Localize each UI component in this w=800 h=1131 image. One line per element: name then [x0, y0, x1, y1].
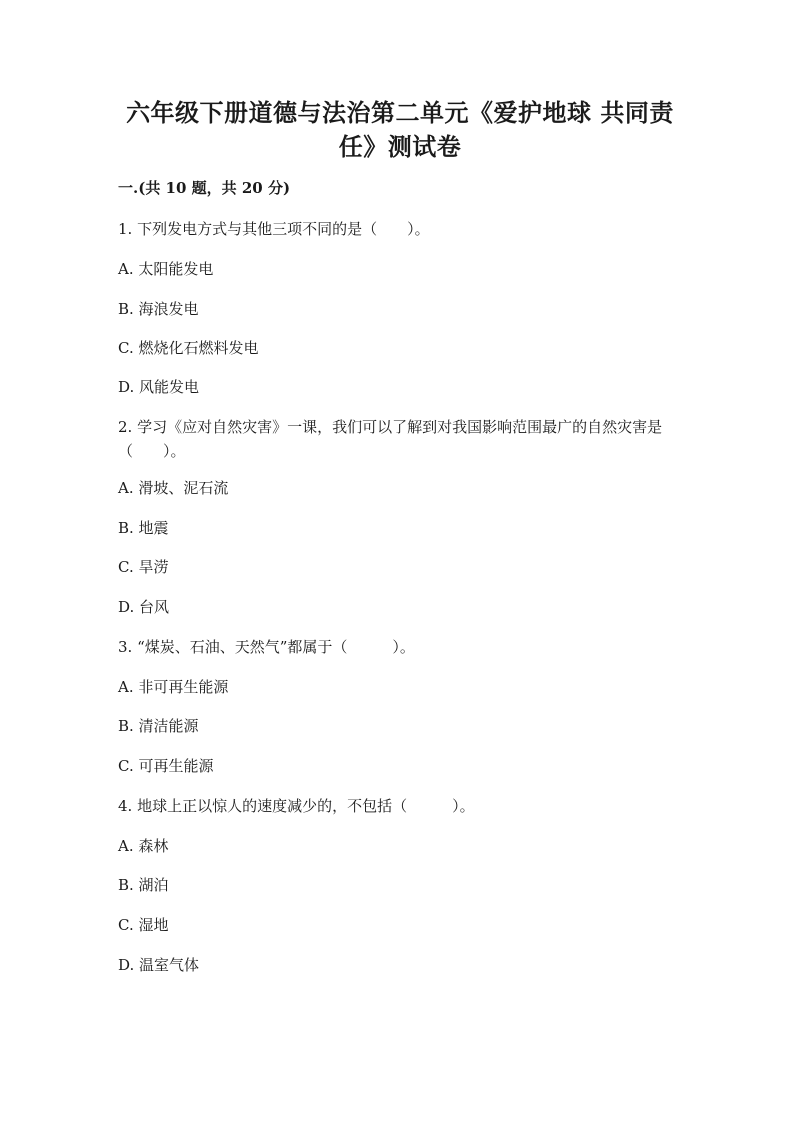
question-3-option-c: C. 可再生能源: [118, 757, 214, 775]
question-4-option-c: C. 湿地: [118, 916, 169, 934]
question-1-option-b: B. 海浪发电: [118, 300, 199, 318]
question-2-option-d: D. 台风: [118, 598, 170, 616]
question-4-option-a: A. 森林: [118, 837, 169, 855]
question-3-option-b: B. 清洁能源: [118, 717, 199, 735]
question-1-option-d: D. 风能发电: [118, 378, 200, 396]
question-3-stem: 3. “煤炭、石油、天然气”都属于（ ）。: [118, 638, 415, 656]
question-2-option-c: C. 旱涝: [118, 558, 169, 576]
page-title: 六年级下册道德与法治第二单元《爱护地球 共同责任》测试卷: [126, 98, 674, 161]
question-4-option-b: B. 湖泊: [118, 876, 169, 894]
question-2-stem: 2. 学习《应对自然灾害》一课，我们可以了解到对我国影响范围最广的自然灾害是（ ）。: [118, 418, 663, 460]
question-1-option-a: A. 太阳能发电: [118, 260, 214, 278]
question-2-option-b: B. 地震: [118, 519, 169, 537]
question-4-option-d: D. 温室气体: [118, 956, 200, 974]
question-2-option-a: A. 滑坡、泥石流: [118, 479, 229, 497]
question-1-stem: 1. 下列发电方式与其他三项不同的是（ ）。: [118, 220, 430, 238]
question-1-option-c: C. 燃烧化石燃料发电: [118, 339, 259, 357]
section-header: 一.(共 10 题，共 20 分): [118, 179, 291, 197]
question-3-option-a: A. 非可再生能源: [118, 678, 229, 696]
question-4-stem: 4. 地球上正以惊人的速度减少的，不包括（ ）。: [118, 797, 475, 815]
